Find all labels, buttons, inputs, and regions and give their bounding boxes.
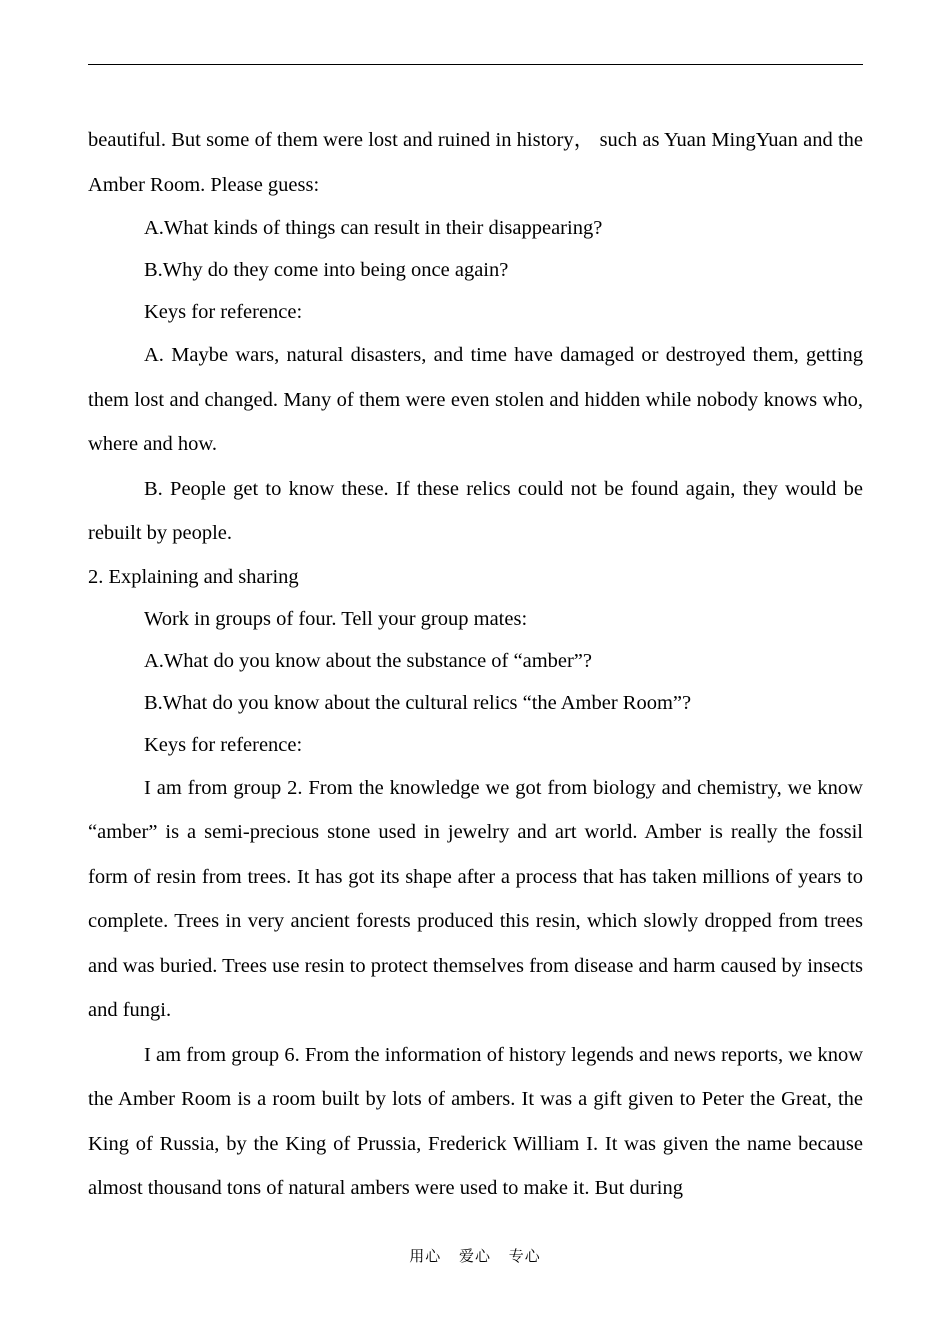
footer-item: 爱心	[458, 1247, 491, 1265]
section-heading-explaining-sharing: 2. Explaining and sharing	[88, 565, 299, 588]
document-body	[88, 118, 863, 1211]
page-footer	[0, 1245, 950, 1266]
question-b-amber-room: B.What do you know about the cultural relics “the Amber Room”?	[144, 691, 692, 714]
question-a-amber: A.What do you know about the substance of “amber”?	[144, 649, 593, 672]
footer-item: 专心	[508, 1247, 541, 1265]
answer-b: B. People get to know these. If these relics could not be found again, they would be rebuilt by people.	[88, 477, 863, 544]
group-instruction: Work in groups of four. Tell your group mates:	[144, 607, 528, 630]
question-b-reappearing: B.Why do they come into being once again?	[144, 259, 509, 281]
group-6-answer: I am from group 6. From the information of history legends and news reports, we know the Amber Room is a room built by lots of ambers. It was a gift given to Peter the Great, the King of Russia, by the King of Prussia, Frederick William I. It was given the name because almost thousand tons of natural ambers were used to make it. But during	[88, 1043, 863, 1199]
answer-a: A. Maybe wars, natural disasters, and time have damaged or destroyed them, getting them lost and changed. Many of them were even stolen and hidden while nobody knows who, where and how.	[88, 344, 863, 455]
footer-item: 用心	[409, 1247, 442, 1265]
keys-label-1: Keys for reference:	[144, 301, 303, 323]
group-2-answer: I am from group 2. From the knowledge we got from biology and chemistry, we know “amber” is a semi-precious stone used in jewelry and art world. Amber is really the fossil form of resin from trees. It has got its shape after a process that has taken millions of years to complete. Trees in very ancient forests produced this resin, which slowly dropped from trees and was buried. Trees use resin to protect themselves from disease and harm caused by insects and fungi.	[88, 776, 863, 1021]
question-a-disappearing: A.What kinds of things can result in their disappearing?	[144, 217, 603, 239]
header-rule	[88, 64, 863, 65]
keys-label-2: Keys for reference:	[144, 733, 303, 756]
paragraph-intro-continuation: beautiful. But some of them were lost and ruined in history， such as Yuan MingYuan and the Amber Room. Please guess:	[88, 129, 863, 196]
